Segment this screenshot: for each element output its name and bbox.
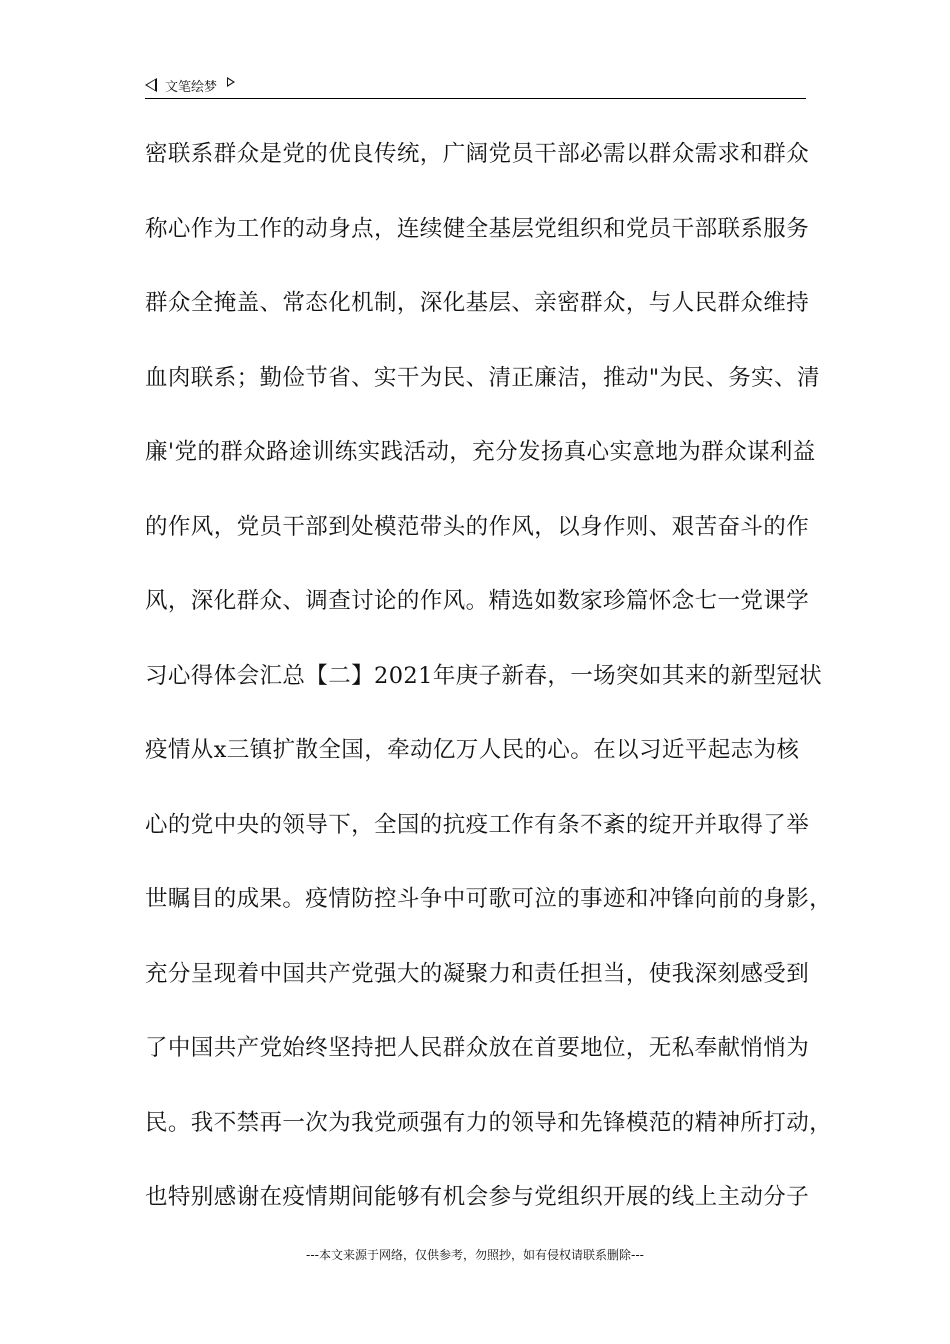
body-paragraph [145, 130, 833, 1248]
text-line: 心的党中央的领导下，全国的抗疫工作有条不紊的绽开并取得了举 [145, 811, 810, 838]
text-line: 民。我不禁再一次为我党顽强有力的领导和先锋模范的精神所打动， [145, 1109, 833, 1136]
page-header [145, 74, 806, 99]
header-title: 文笔绘梦 [165, 79, 218, 95]
text-line: 风，深化群众、调查讨论的作风。精选如数家珍篇怀念七一党课学 [145, 588, 810, 614]
text-line: 了中国共产党始终坚持把人民群众放在首要地位，无私奉献悄悄为 [145, 1035, 810, 1061]
triangle-left-icon [145, 78, 157, 92]
text-line: 血肉联系；勤俭节省、实干为民、清正廉洁，推动"为民、务实、清 [145, 364, 820, 391]
text-line: 疫情从x三镇扩散全国，牵动亿万人民的心。在以习近平起志为核 [145, 737, 800, 763]
text-line: 称心作为工作的动身点，连续健全基层党组织和党员干部联系服务 [145, 215, 810, 242]
text-line: 充分呈现着中国共产党强大的凝聚力和责任担当，使我深刻感受到 [145, 960, 810, 987]
text-line: 世瞩目的成果。疫情防控斗争中可歌可泣的事迹和冲锋向前的身影， [145, 886, 833, 912]
text-line: 的作风，党员干部到处模范带头的作风，以身作则、艰苦奋斗的作 [145, 513, 810, 540]
text-line: 廉'党的群众路途训练实践活动，充分发扬真心实意地为群众谋利益 [145, 439, 816, 465]
text-line: 习心得体会汇总【二】2021年庚子新春，一场突如其来的新型冠状 [145, 662, 823, 689]
triangle-right-icon [227, 77, 235, 87]
text-line: 密联系群众是党的优良传统，广阔党员干部必需以群众需求和群众 [145, 141, 810, 167]
text-line: 也特别感谢在疫情期间能够有机会参与党组织开展的线上主动分子 [145, 1184, 810, 1210]
text-line: 群众全掩盖、常态化机制，深化基层、亲密群众，与人民群众维持 [145, 290, 810, 316]
header-inner [145, 74, 235, 96]
footer-notice: ---本文来源于网络，仅供参考，勿照抄，如有侵权请联系删除--- [306, 1248, 644, 1262]
